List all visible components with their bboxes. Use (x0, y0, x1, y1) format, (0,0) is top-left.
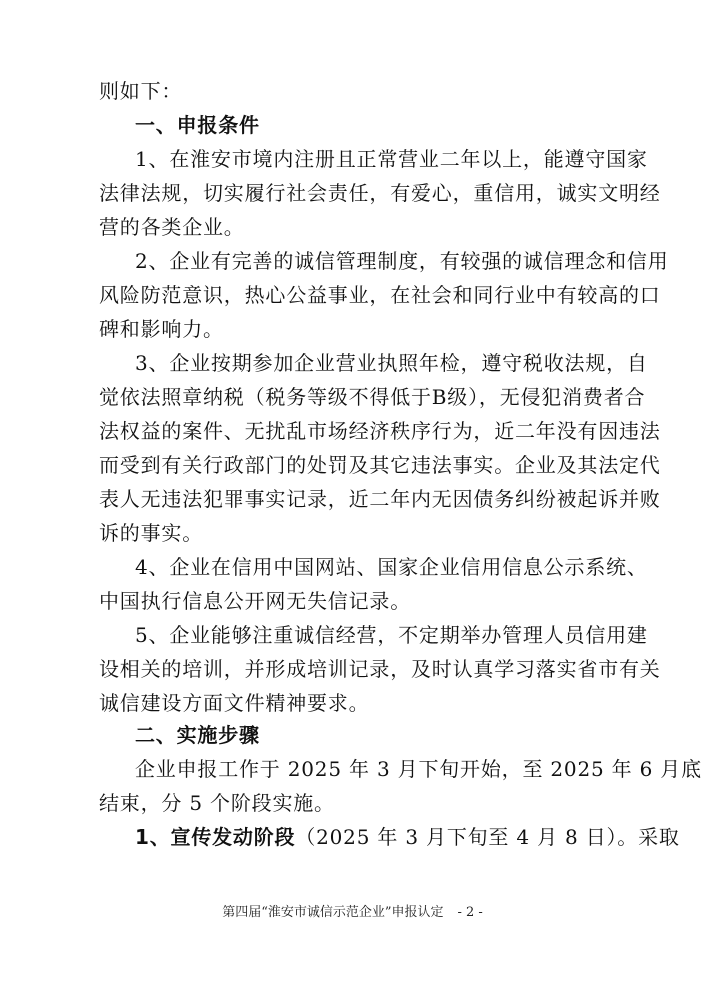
paragraph-line: 1、在淮安市境内注册且正常营业二年以上，能遵守国家 (135, 147, 648, 171)
paragraph-line: 企业申报工作于 2025 年 3 月下旬开始，至 2025 年 6 月底 (135, 757, 702, 781)
paragraph-line: 营的各类企业。 (99, 215, 245, 239)
paragraph-line: 表人无违法犯罪事实记录，近二年内无因债务纠纷被起诉并败 (99, 487, 661, 511)
paragraph-line: 2、企业有完善的诚信管理制度，有较强的诚信理念和信用 (135, 249, 669, 273)
step-1-text: （2025 年 3 月下旬至 4 月 8 日）。采取 (295, 825, 680, 849)
paragraph-line: 中国执行信息公开网无失信记录。 (99, 589, 411, 613)
paragraph-line: 结束，分 5 个阶段实施。 (99, 791, 335, 815)
step-1-paragraph (135, 820, 680, 854)
section-heading-conditions: 一、申报条件 (135, 113, 260, 137)
paragraph-line: 3、企业按期参加企业营业执照年检，遵守税收法规，自 (135, 351, 648, 375)
paragraph-line: 而受到有关行政部门的处罚及其它违法事实。企业及其法定代 (99, 453, 661, 477)
intro-text: 则如下： (99, 79, 183, 103)
paragraph-line: 4、企业在信用中国网站、国家企业信用信息公示系统、 (135, 555, 648, 579)
paragraph-line: 设相关的培训，并形成培训记录，及时认真学习落实省市有关 (99, 657, 661, 681)
page-number: - 2 - (457, 905, 483, 920)
paragraph-line: 法律法规，切实履行社会责任，有爱心，重信用，诚实文明经 (99, 181, 661, 205)
step-1-title: 1、宣传发动阶段 (135, 825, 296, 849)
paragraph-line: 碑和影响力。 (99, 317, 224, 341)
paragraph-line: 法权益的案件、无扰乱市场经济秩序行为，近二年没有因违法 (99, 419, 661, 443)
page-footer (0, 904, 705, 922)
paragraph-line: 诉的事实。 (99, 521, 203, 545)
paragraph-line: 觉依法照章纳税（税务等级不得低于B级），无侵犯消费者合 (99, 385, 646, 409)
paragraph-line: 风险防范意识，热心公益事业，在社会和同行业中有较高的口 (99, 283, 661, 307)
footer-title: 第四届“淮安市诚信示范企业”申报认定 (222, 905, 444, 920)
paragraph-line: 5、企业能够注重诚信经营，不定期举办管理人员信用建 (135, 623, 648, 647)
paragraph-line: 诚信建设方面文件精神要求。 (99, 691, 370, 715)
section-heading-steps: 二、实施步骤 (135, 723, 260, 747)
